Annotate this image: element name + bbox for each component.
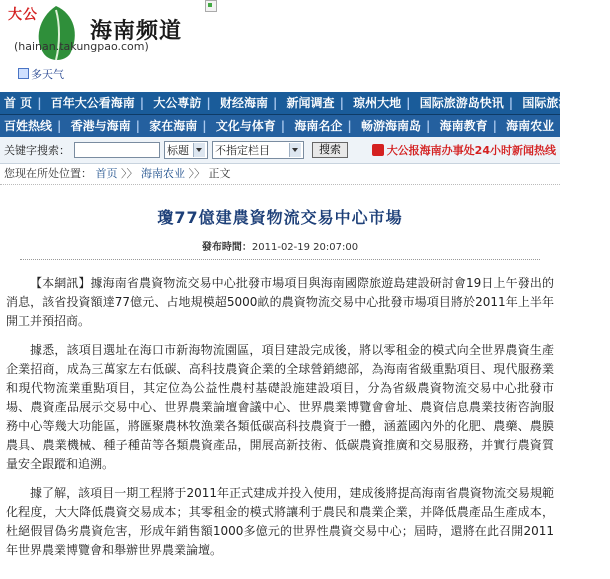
field-select-value: 标题 — [167, 144, 189, 157]
nav-item-tourism-news[interactable]: 国际旅游岛快讯 — [419, 96, 504, 110]
publish-info — [0, 238, 560, 253]
nav-item-agriculture[interactable]: 海南农业 — [506, 119, 555, 133]
breadcrumb-home[interactable]: 首页 — [95, 167, 118, 180]
article-paragraph: 據了解，該項目一期工程將于2011年正式建成并投入使用，建成後將提高海南省農資物流交易規範化程度，大大降低農資交易成本；其零租金的模式將讓利于農民和農業企業，并降低農產品生產成本，杜絕假冒偽劣農資危害，形成年銷售額1000多億元的世界性農資交易中心；屆時，還將在此召開2011年世界農業博覽會和舉辦世界農業論壇。 — [6, 486, 554, 557]
publish-label: 發布時間： — [201, 242, 252, 253]
nav-item-interviews[interactable]: 大公専訪 — [153, 96, 202, 110]
chevron-down-icon — [289, 143, 301, 157]
logo-brand-text: 大公 — [8, 7, 38, 23]
nav-item-home[interactable]: 首 页 — [4, 96, 33, 110]
publish-time: 2011-02-19 20:07:00 — [251, 242, 359, 253]
breadcrumb-prefix: 您现在所处位置： — [4, 167, 92, 180]
search-button[interactable]: 搜索 — [312, 142, 348, 158]
breadcrumb-agriculture[interactable]: 海南农业 — [141, 167, 185, 180]
chevron-down-icon — [193, 143, 205, 157]
nav-item-hotline[interactable]: 百姓热线 — [4, 119, 53, 133]
breadcrumb-sep: 〉〉 — [188, 167, 205, 180]
nav-item-culture[interactable]: 文化与体育 — [215, 119, 276, 133]
search-bar — [0, 137, 560, 164]
breadcrumb-current: 正文 — [208, 167, 231, 180]
column-select-value: 不指定栏目 — [215, 144, 270, 157]
search-input[interactable] — [74, 142, 160, 158]
news-hotline-banner[interactable] — [372, 142, 556, 158]
nav-item-enterprises[interactable]: 海南名企 — [294, 119, 343, 133]
nav-item-investigation[interactable]: 新闻调查 — [286, 96, 335, 110]
nav-item-home-hainan[interactable]: 家在海南 — [149, 119, 198, 133]
article-title: 瓊77億建農資物流交易中心市場 — [157, 208, 403, 227]
article-paragraph: 【本網訊】據海南省農資物流交易中心批發市場項目與海南國際旅遊島建設研討會19日上午發出的消息，該省投資額達77億元、占地規模超5000畝的農資物流交易中心批發市場項目將於2011年上半年開工并預招商。 — [6, 276, 554, 328]
breadcrumb-sep: 〉〉 — [121, 167, 138, 180]
nav-item-finance[interactable]: 财经海南 — [219, 96, 268, 110]
article-paragraph: 據悉，該項目選址在海口市新海物流園區，項目建設完成後，將以零租金的模式向全世界農資生產企業招商，成為三萬家左右低碳、高科技農資企業的全球營銷總部，為海南省級重點項目、現代服務業和現代物流業重點項目，其定位為公益性農村基礎設施建設項目，分為省級農資物流交易中心批發市場、農資產品展示交易中心、世界農業論壇會議中心、世界農業博覽會會址、農資信息農業技術咨詢服務中心等幾大功能區，將匯聚農林牧漁業各類低碳高科技農資于一體，涵蓋國內外的化肥、農藥、農膜農具、農業機械、種子種苗等各類農資產品，開展高新技術、低碳農資推廣和交易服務，并實行農資質量安全跟蹤和追溯。 — [6, 343, 554, 471]
primary-nav: 首 页 | 百年大公看海南 | 大公専訪 | 财经海南 | 新闻调查 | 琼州大地 | 国际旅游岛快讯 | 国际旅游岛论壇 — [0, 92, 560, 115]
weather-icon — [18, 68, 29, 79]
article-body — [0, 260, 560, 560]
nav-item-centenary[interactable]: 百年大公看海南 — [50, 96, 135, 110]
channel-title: 海南频道 — [90, 19, 183, 44]
nav-item-tourism-forum[interactable]: 国际旅游岛论壇 — [522, 96, 607, 110]
breadcrumb — [0, 164, 560, 185]
nav-item-travel[interactable]: 畅游海南岛 — [360, 119, 421, 133]
site-header — [0, 0, 560, 92]
weather-label: 多天气 — [31, 68, 64, 81]
nav-item-education[interactable]: 海南教育 — [439, 119, 488, 133]
nav-item-qiongzhou[interactable]: 琼州大地 — [353, 96, 402, 110]
nav-item-hongkong[interactable]: 香港与海南 — [70, 119, 131, 133]
column-select[interactable] — [212, 141, 304, 159]
hotline-icon — [372, 144, 384, 156]
search-label: 关键字搜索： — [4, 144, 70, 157]
field-select[interactable] — [164, 141, 208, 159]
channel-url: (hainan.takungpao.com) — [14, 40, 149, 53]
secondary-nav: 百姓热线 | 香港与海南 | 家在海南 | 文化与体育 | 海南名企 | 畅游海南岛 | 海南教育 | 海南农业 — [0, 115, 560, 137]
news-hotline-text: 大公报海南办事处24小时新闻热线 — [386, 144, 556, 157]
broken-image-icon — [205, 0, 217, 12]
weather-link[interactable] — [18, 66, 64, 82]
